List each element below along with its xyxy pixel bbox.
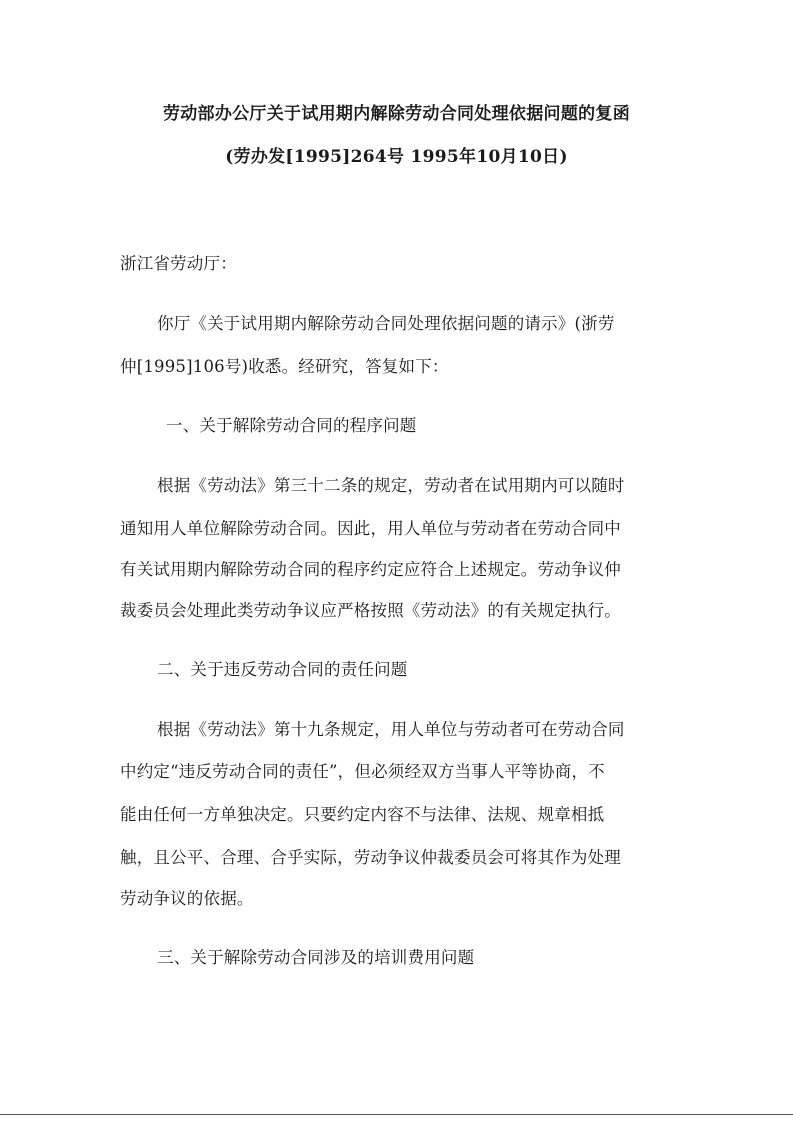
- section2-line-3: 能由任何一方单独决定。只要约定内容不与法律、法规、规章相抵: [120, 805, 605, 824]
- addressee: 浙江省劳动厅：: [120, 254, 237, 273]
- section1-line-1: 根据《劳动法》第三十二条的规定，劳动者在试用期内可以随时: [157, 476, 625, 495]
- section1-line-3: 有关试用期内解除劳动合同的程序约定应符合上述规定。劳动争议仲: [120, 560, 621, 579]
- section1-line-4: 裁委员会处理此类劳动争议应严格按照《劳动法》的有关规定执行。: [120, 601, 621, 620]
- section2-heading: 二、关于违反劳动合同的责任问题: [157, 660, 408, 679]
- intro-line-1: 你厅《关于试用期内解除劳动合同处理依据问题的请示》(浙劳: [157, 314, 615, 333]
- section2-line-2: 中约定“违反劳动合同的责任”，但必须经双方当事人平等协商，不: [120, 762, 605, 781]
- section1-line-2: 通知用人单位解除劳动合同。因此，用人单位与劳动者在劳动合同中: [120, 519, 621, 538]
- document-title: 劳动部办公厅关于试用期内解除劳动合同处理依据问题的复函: [162, 104, 631, 124]
- section1-heading: 一、关于解除劳动合同的程序问题: [166, 416, 417, 435]
- document-subtitle: (劳办发[1995]264号 1995年10月10日): [225, 147, 568, 167]
- section2-line-4: 触，且公平、合理、合乎实际，劳动争议仲裁委员会可将其作为处理: [120, 848, 621, 867]
- section2-line-5: 劳动争议的依据。: [120, 889, 254, 908]
- section3-heading: 三、关于解除劳动合同涉及的培训费用问题: [157, 948, 475, 967]
- page-bottom-divider: [0, 1114, 793, 1115]
- intro-line-2: 仲[1995]106号)收悉。经研究，答复如下：: [120, 357, 449, 376]
- section2-line-1: 根据《劳动法》第十九条规定，用人单位与劳动者可在劳动合同: [157, 720, 625, 739]
